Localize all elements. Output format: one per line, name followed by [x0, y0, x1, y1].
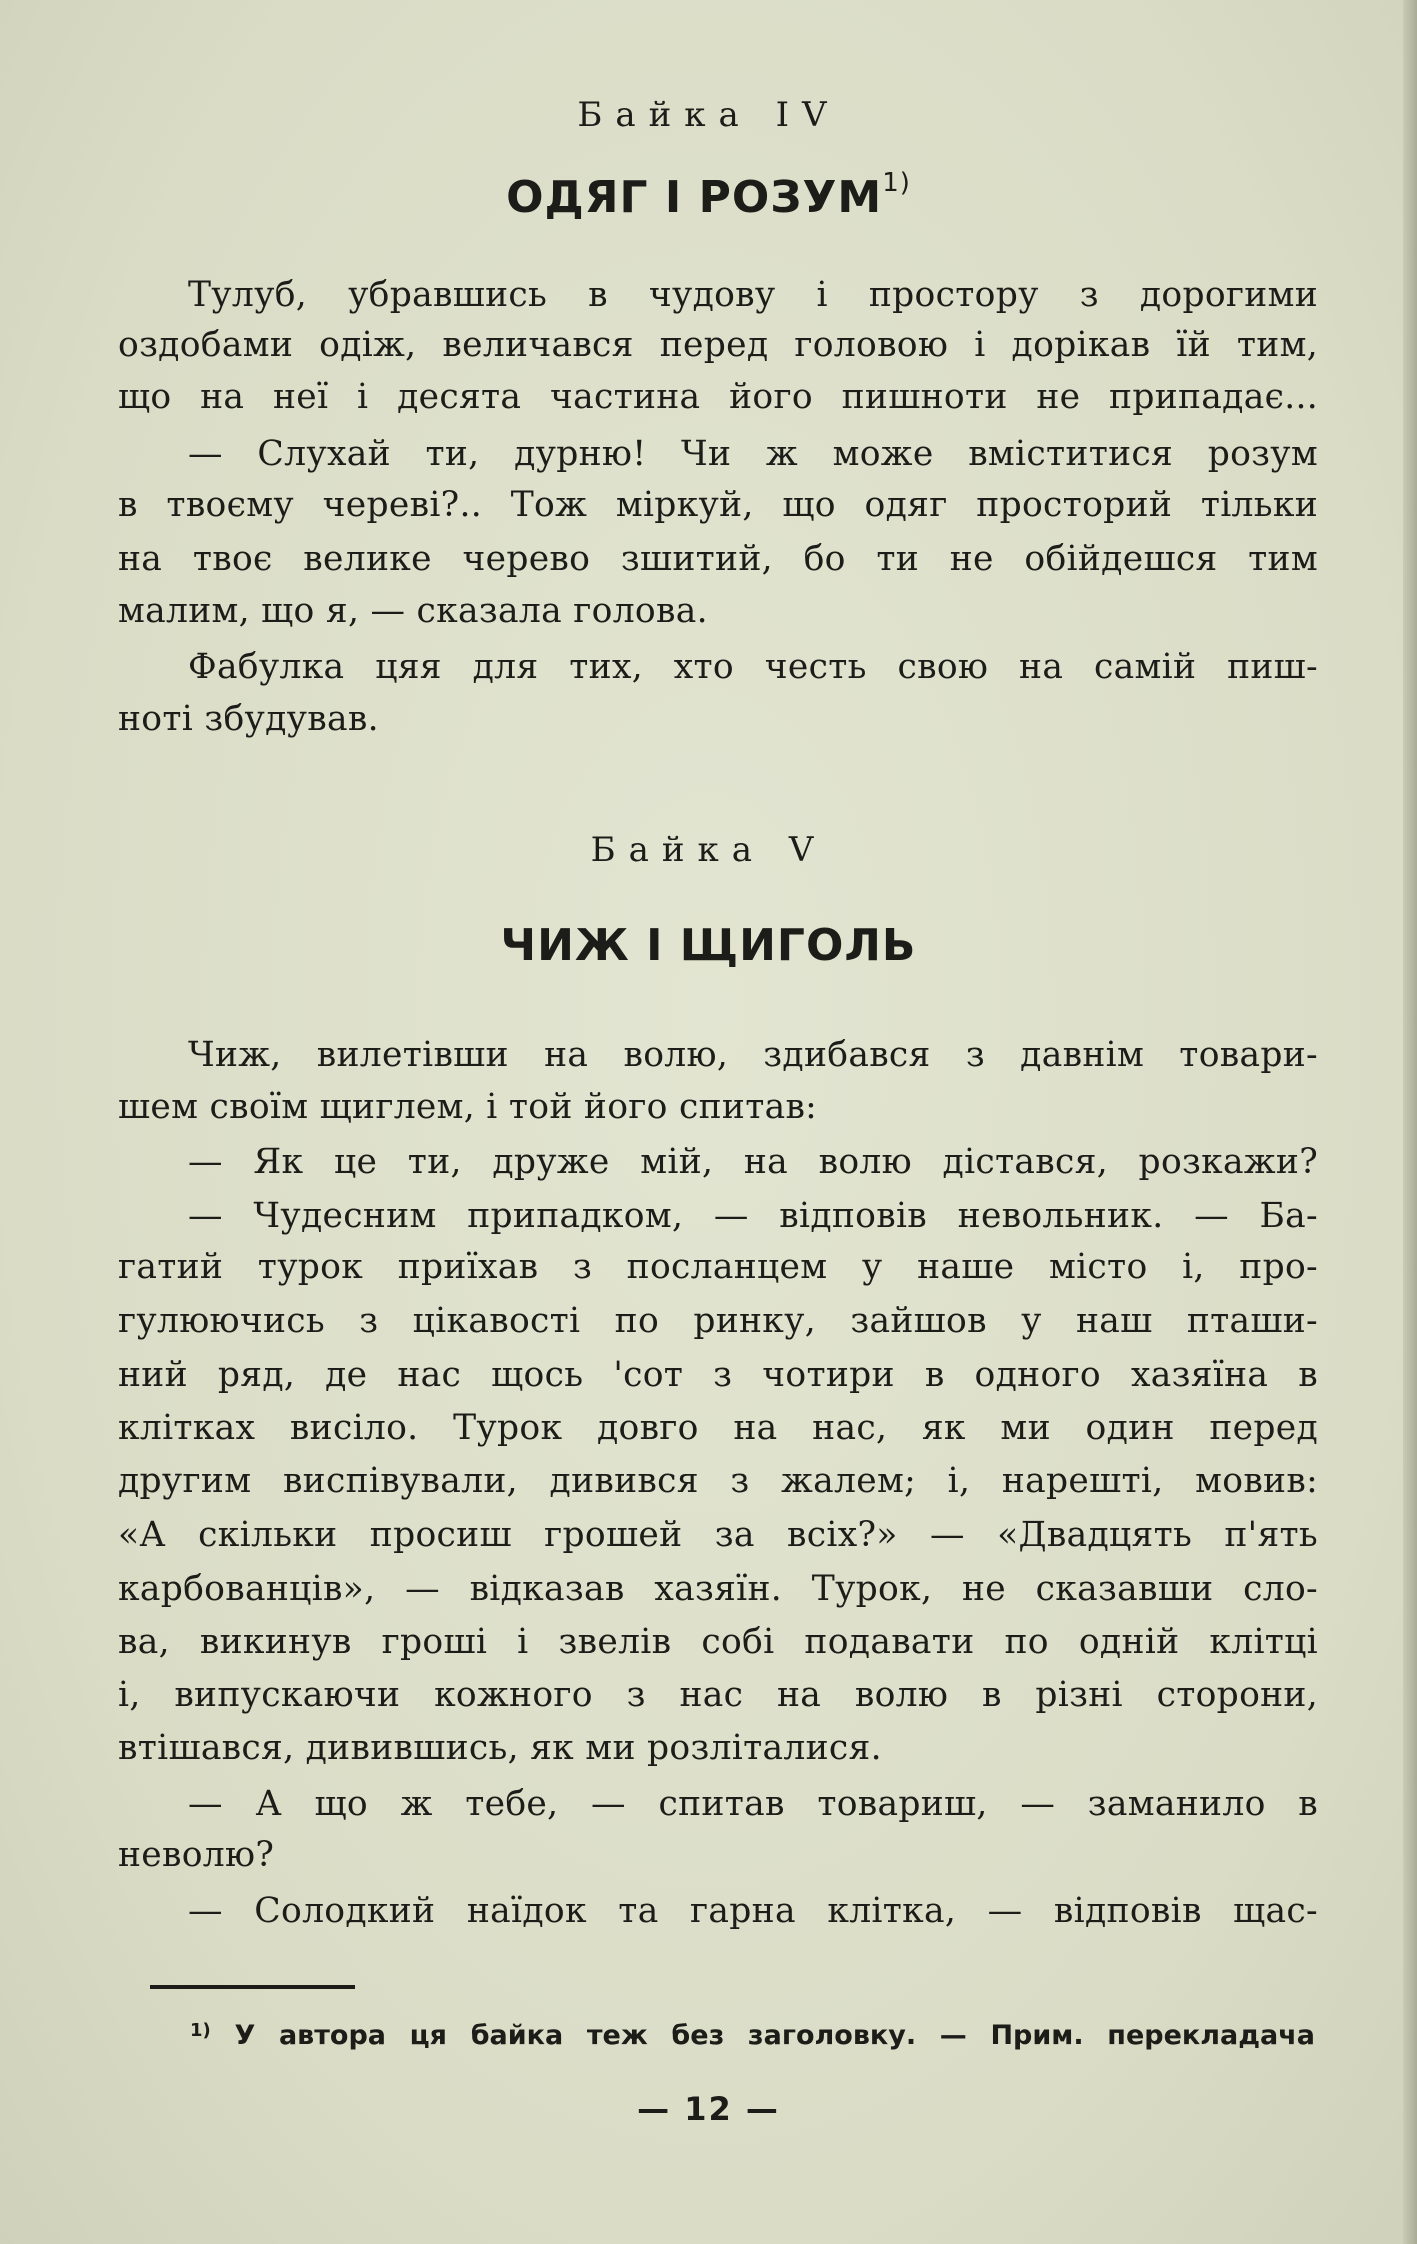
- text-line: гулюючись з цікавості по ринку, зайшов у наш пташи-: [118, 1301, 1318, 1341]
- fable-5-label: Байка V: [590, 830, 827, 870]
- text-line: Тулуб, убравшись в чудову і простору з дорогими: [188, 275, 1318, 315]
- text-line: карбованців», — відказав хазяїн. Турок, не сказавши сло-: [118, 1569, 1318, 1609]
- page-number: — 12 —: [637, 2090, 780, 2128]
- text-line: на твоє велике черево зшитий, бо ти не обійдешся тим: [118, 539, 1318, 579]
- text-line: ва, викинув гроші і звелів собі подавати по одній клітці: [118, 1622, 1318, 1662]
- footnote-marker: 1): [190, 2020, 211, 2041]
- text-line: — А що ж тебе, — спитав товариш, — заманило в: [188, 1784, 1318, 1824]
- text-line: оздобами одіж, величався перед головою і дорікав їй тим,: [118, 325, 1318, 365]
- text-line: ний ряд, де нас щось 'сот з чотири в одного хазяїна в: [118, 1355, 1318, 1395]
- text-line: «А скільки просиш грошей за всіх?» — «Двадцять п'ять: [118, 1515, 1318, 1555]
- fable-4-title-text: ОДЯГ І РОЗУМ: [506, 172, 883, 223]
- fable-4-title: [0, 168, 1417, 223]
- text-line: в твоєму череві?.. Тож міркуй, що одяг просторий тільки: [118, 485, 1318, 525]
- text-line: клітках висіло. Турок довго на нас, як ми один перед: [118, 1408, 1318, 1448]
- page-edge: [1403, 0, 1417, 2244]
- text-line: шем своїм щиглем, і той його спитав:: [118, 1087, 818, 1127]
- text-line: ноті збудував.: [118, 699, 379, 739]
- footnote: [190, 2020, 1315, 2051]
- text-line: — Чудесним припадком, — відповів невольник. — Ба-: [188, 1196, 1318, 1236]
- text-line: гатий турок приїхав з посланцем у наше місто і, про-: [118, 1247, 1318, 1287]
- text-line: що на неї і десята частина його пишноти не припадає...: [118, 377, 1318, 417]
- text-line: неволю?: [118, 1835, 275, 1875]
- footnote-text: У автора ця байка теж без заголовку. — Прим. перекладача: [234, 2020, 1315, 2051]
- text-line: — Солодкий наїдок та гарна клітка, — відповів щас-: [188, 1891, 1318, 1931]
- text-line: — Як це ти, друже мій, на волю дістався, розкажи?: [188, 1142, 1318, 1182]
- text-line: і, випускаючи кожного з нас на волю в різні сторони,: [118, 1675, 1318, 1715]
- text-line: малим, що я, — сказала голова.: [118, 591, 708, 631]
- fable-5-title: ЧИЖ І ЩИГОЛЬ: [500, 920, 917, 971]
- text-line: другим виспівували, дивився з жалем; і, нарешті, мовив:: [118, 1461, 1318, 1501]
- text-line: Фабулка цяя для тих, хто честь свою на самій пиш-: [188, 647, 1318, 687]
- fable-4-label: Байка IV: [577, 95, 840, 135]
- fable-4-footnote-marker: 1): [882, 168, 911, 198]
- footnote-divider: [150, 1985, 355, 1989]
- text-line: Чиж, вилетівши на волю, здибався з давнім товари-: [188, 1035, 1318, 1075]
- text-line: — Слухай ти, дурню! Чи ж може вміститися розум: [188, 434, 1318, 474]
- text-line: втішався, дивившись, як ми розліталися.: [118, 1728, 882, 1768]
